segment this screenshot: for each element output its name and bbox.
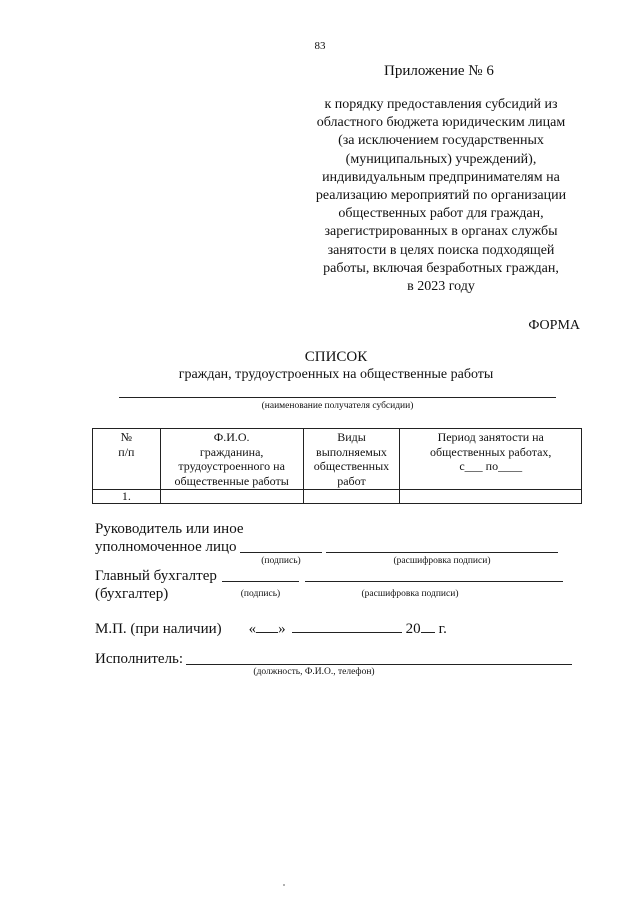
year-suffix: г. (438, 621, 447, 637)
head-signature-line[interactable] (240, 552, 322, 553)
head-decoding-line[interactable] (326, 552, 558, 553)
accountant-decoding-line[interactable] (305, 581, 563, 582)
stamp-label: М.П. (при наличии) (95, 621, 222, 637)
table-cell-work-type[interactable] (303, 490, 400, 504)
appendix-line: общественных работ для граждан, (338, 206, 544, 222)
recipient-name-line[interactable] (119, 397, 556, 398)
accountant-decoding-caption: (расшифровка подписи) (361, 589, 459, 599)
quote-open: « (248, 621, 257, 637)
appendix-title: Приложение № 6 (384, 63, 494, 79)
table-cell-name[interactable] (160, 490, 303, 504)
form-label: ФОРМА (528, 318, 580, 333)
year-field[interactable] (421, 619, 435, 633)
appendix-line: индивидуальным предпринимателям на (322, 169, 560, 185)
appendix-line: занятости в целях поиска подходящей (327, 242, 555, 258)
list-title: СПИСОК (304, 349, 368, 365)
appendix-line: (за исключением государственных (338, 133, 544, 149)
appendix-description (300, 96, 582, 296)
quote-close: » (278, 621, 286, 637)
col-header-period: Период занятости на общественных работах, с___ по____ (400, 429, 582, 490)
col-header-work-type: Виды выполняемых общественных работ (303, 429, 400, 490)
appendix-line: работы, включая безработных граждан, (323, 260, 559, 276)
table-cell-number: 1. (93, 490, 161, 504)
head-decoding-caption: (расшифровка подписи) (393, 556, 491, 566)
accountant-label-line1: Главный бухгалтер (95, 568, 217, 584)
citizens-table (92, 428, 582, 504)
appendix-line: (муниципальных) учреждений), (345, 151, 537, 167)
month-field[interactable] (292, 619, 402, 633)
col-header-name: Ф.И.О. гражданина, трудоустроенного на общественные работы (160, 429, 303, 490)
scan-speck (283, 884, 285, 886)
col-header-number: № п/п (93, 429, 161, 490)
executor-label: Исполнитель: (95, 651, 184, 667)
table-cell-period[interactable] (400, 490, 582, 504)
recipient-name-caption: (наименование получателя субсидии) (261, 401, 414, 411)
accountant-label-line2: (бухгалтер) (95, 586, 169, 602)
table-row (93, 490, 582, 504)
head-signature-caption: (подпись) (261, 556, 301, 566)
day-field[interactable] (256, 619, 278, 633)
appendix-line: к порядку предоставления субсидий из (324, 97, 558, 112)
appendix-line: зарегистрированных в органах службы (324, 224, 558, 240)
executor-caption: (должность, Ф.И.О., телефон) (253, 667, 375, 677)
accountant-signature-line[interactable] (222, 581, 299, 582)
head-label-line2: уполномоченное лицо (95, 539, 237, 555)
appendix-line: областного бюджета юридическим лицам (316, 115, 566, 131)
appendix-line: реализацию мероприятий по организации (315, 188, 567, 204)
executor-line[interactable] (186, 664, 572, 665)
year-prefix: 20 (405, 621, 421, 637)
stamp-date-row (95, 619, 447, 638)
table-header-row (93, 429, 582, 490)
list-subtitle: граждан, трудоустроенных на общественные работы (178, 367, 494, 382)
appendix-line: в 2023 году (407, 279, 475, 295)
page-number: 83 (314, 40, 326, 52)
head-label-line1: Руководитель или иное (95, 521, 244, 537)
accountant-signature-caption: (подпись) (240, 589, 281, 599)
